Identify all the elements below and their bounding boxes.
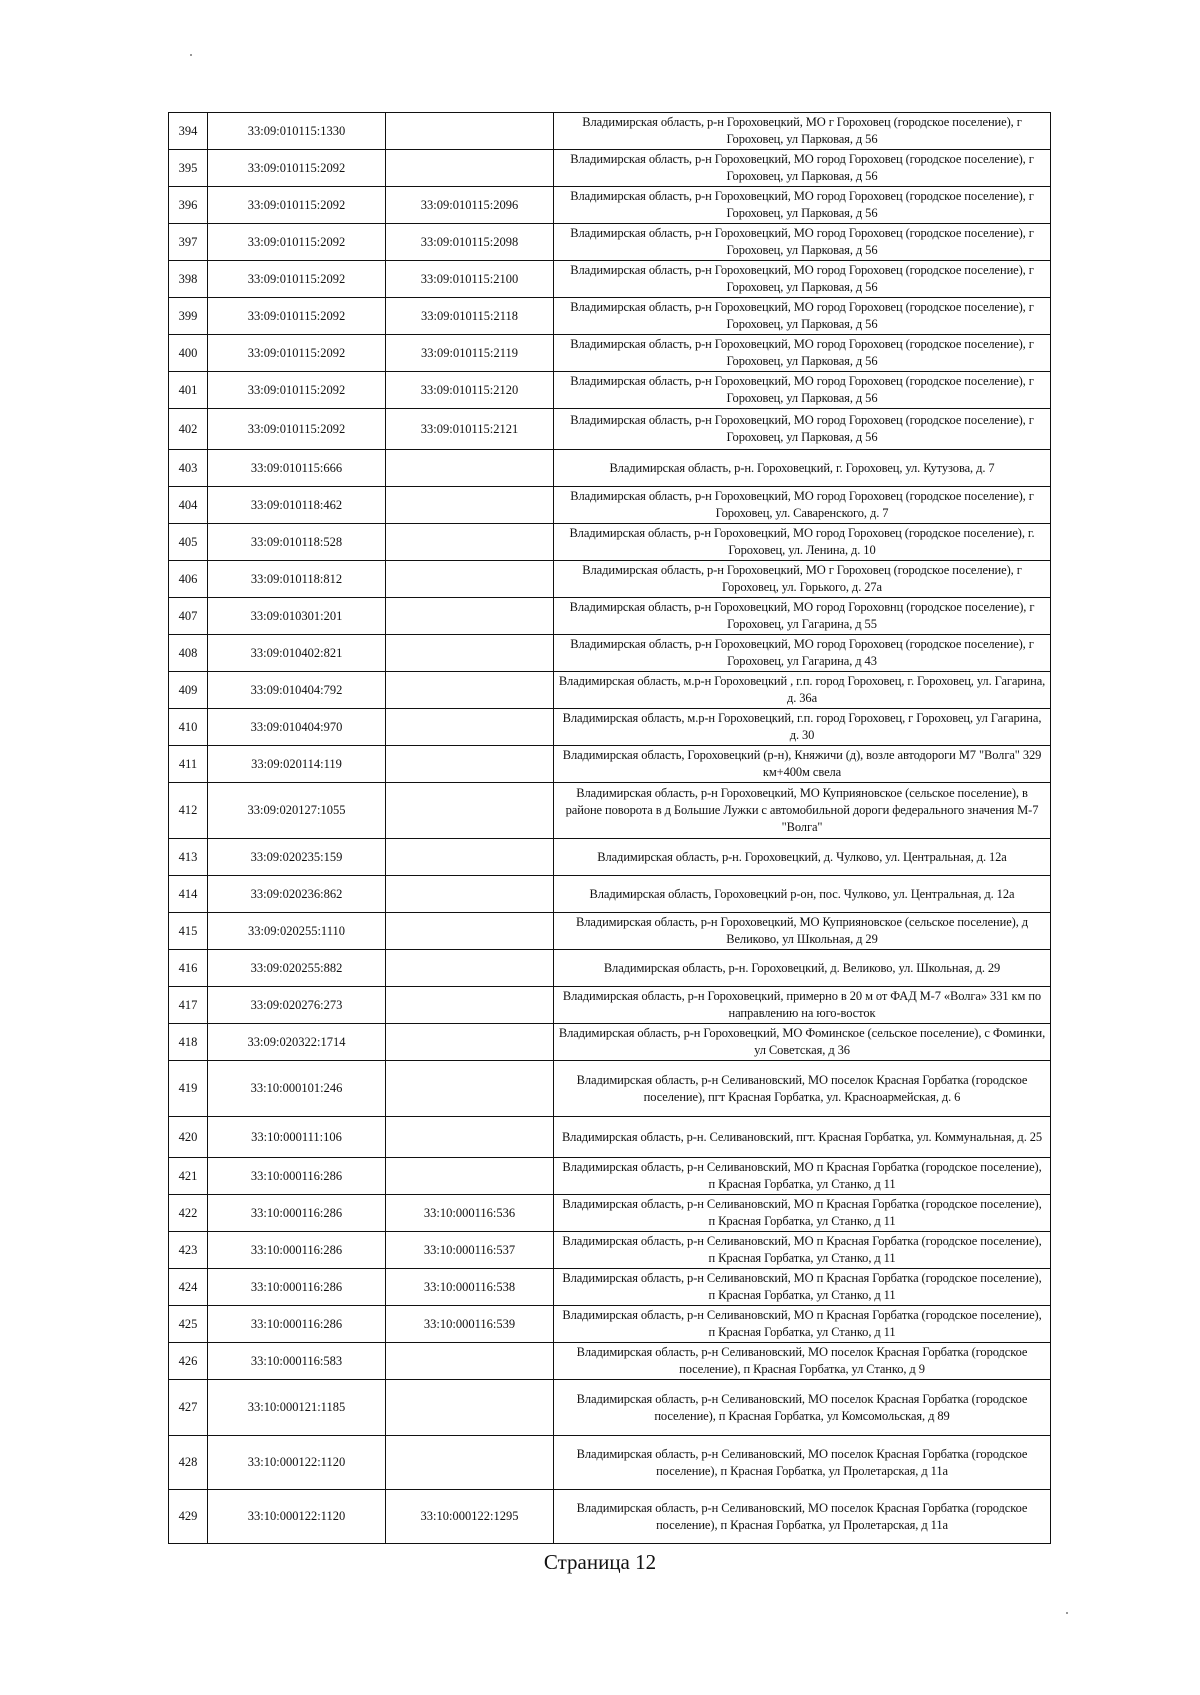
table-row bbox=[169, 150, 1051, 187]
row-number-cell: 416 bbox=[169, 950, 208, 987]
address-cell: Владимирская область, р-н Гороховецкий, МО город Гороховец (городское поселение), г Гороховец, ул Парковая, д 56 bbox=[554, 335, 1051, 372]
sub-cadastral-number-cell bbox=[386, 561, 554, 598]
table-body bbox=[169, 113, 1051, 1544]
row-number-cell: 397 bbox=[169, 224, 208, 261]
address-cell: Владимирская область, р-н. Гороховецкий, г. Гороховец, ул. Кутузова, д. 7 bbox=[554, 450, 1051, 487]
cadastral-number-cell: 33:09:010115:2092 bbox=[208, 335, 386, 372]
address-cell: Владимирская область, р-н Гороховецкий, МО Фоминское (сельское поселение), с Фоминки, ул Советская, д 36 bbox=[554, 1024, 1051, 1061]
sub-cadastral-number-cell bbox=[386, 1117, 554, 1158]
row-number-cell: 425 bbox=[169, 1306, 208, 1343]
cadastral-number-cell: 33:10:000122:1120 bbox=[208, 1436, 386, 1490]
sub-cadastral-number-cell bbox=[386, 598, 554, 635]
cadastral-number-cell: 33:09:020114:119 bbox=[208, 746, 386, 783]
address-cell: Владимирская область, р-н Гороховецкий, МО Куприяновское (сельское поселение), в районе поворота в д Большие Лужки с автомобильной дороги федерального значения М-7 "Волга" bbox=[554, 783, 1051, 839]
row-number-cell: 405 bbox=[169, 524, 208, 561]
table-row bbox=[169, 450, 1051, 487]
address-cell: Владимирская область, р-н. Селивановский, пгт. Красная Горбатка, ул. Коммунальная, д. 25 bbox=[554, 1117, 1051, 1158]
address-cell: Владимирская область, р-н Гороховецкий, МО город Гороховец (городское поселение), г Гороховец, ул Парковая, д 56 bbox=[554, 372, 1051, 409]
sub-cadastral-number-cell bbox=[386, 987, 554, 1024]
row-number-cell: 422 bbox=[169, 1195, 208, 1232]
address-cell: Владимирская область, р-н Селивановский, МО поселок Красная Горбатка (городское поселение), п Красная Горбатка, ул Пролетарская, д 11а bbox=[554, 1490, 1051, 1544]
cadastral-number-cell: 33:09:010115:1330 bbox=[208, 113, 386, 150]
address-cell: Владимирская область, р-н Селивановский, МО п Красная Горбатка (городское поселение), п Красная Горбатка, ул Станко, д 11 bbox=[554, 1195, 1051, 1232]
table-row bbox=[169, 1380, 1051, 1436]
cadastral-number-cell: 33:10:000116:583 bbox=[208, 1343, 386, 1380]
address-cell: Владимирская область, р-н Гороховецкий, МО город Гороховец (городское поселение), г Гороховец, ул Парковая, д 56 bbox=[554, 261, 1051, 298]
sub-cadastral-number-cell bbox=[386, 1436, 554, 1490]
cadastral-number-cell: 33:09:010115:2092 bbox=[208, 298, 386, 335]
row-number-cell: 420 bbox=[169, 1117, 208, 1158]
sub-cadastral-number-cell bbox=[386, 913, 554, 950]
address-cell: Владимирская область, р-н. Гороховецкий, д. Чулково, ул. Центральная, д. 12а bbox=[554, 839, 1051, 876]
cadastral-number-cell: 33:10:000122:1120 bbox=[208, 1490, 386, 1544]
cadastral-number-cell: 33:09:010115:2092 bbox=[208, 409, 386, 450]
address-cell: Владимирская область, р-н Селивановский, МО п Красная Горбатка (городское поселение), п Красная Горбатка, ул Станко, д 11 bbox=[554, 1269, 1051, 1306]
row-number-cell: 394 bbox=[169, 113, 208, 150]
sub-cadastral-number-cell: 33:09:010115:2121 bbox=[386, 409, 554, 450]
address-cell: Владимирская область, р-н Гороховецкий, МО город Гороховец (городское поселение), г Гороховец, ул Парковая, д 56 bbox=[554, 150, 1051, 187]
table-row bbox=[169, 561, 1051, 598]
address-cell: Владимирская область, р-н Селивановский, МО поселок Красная Горбатка (городское поселение), п Красная Горбатка, ул Станко, д 9 bbox=[554, 1343, 1051, 1380]
sub-cadastral-number-cell: 33:09:010115:2119 bbox=[386, 335, 554, 372]
sub-cadastral-number-cell bbox=[386, 524, 554, 561]
cadastral-number-cell: 33:10:000116:286 bbox=[208, 1158, 386, 1195]
sub-cadastral-number-cell bbox=[386, 1343, 554, 1380]
row-number-cell: 418 bbox=[169, 1024, 208, 1061]
table-row bbox=[169, 524, 1051, 561]
sub-cadastral-number-cell: 33:10:000116:536 bbox=[386, 1195, 554, 1232]
row-number-cell: 414 bbox=[169, 876, 208, 913]
cadastral-number-cell: 33:09:010115:2092 bbox=[208, 261, 386, 298]
address-cell: Владимирская область, р-н Гороховецкий, МО город Гороховец (городское поселение), г Гороховец, ул Парковая, д 56 bbox=[554, 187, 1051, 224]
table-row bbox=[169, 913, 1051, 950]
row-number-cell: 408 bbox=[169, 635, 208, 672]
row-number-cell: 409 bbox=[169, 672, 208, 709]
sub-cadastral-number-cell bbox=[386, 487, 554, 524]
table-row bbox=[169, 261, 1051, 298]
row-number-cell: 428 bbox=[169, 1436, 208, 1490]
table-row bbox=[169, 298, 1051, 335]
cadastral-number-cell: 33:09:020255:1110 bbox=[208, 913, 386, 950]
table-row bbox=[169, 409, 1051, 450]
table-row bbox=[169, 598, 1051, 635]
address-cell: Владимирская область, р-н. Гороховецкий, д. Великово, ул. Школьная, д. 29 bbox=[554, 950, 1051, 987]
table-row bbox=[169, 372, 1051, 409]
cadastral-number-cell: 33:09:010115:2092 bbox=[208, 224, 386, 261]
cadastral-number-cell: 33:09:010115:2092 bbox=[208, 187, 386, 224]
cadastral-number-cell: 33:10:000116:286 bbox=[208, 1195, 386, 1232]
address-cell: Владимирская область, р-н Гороховецкий, МО город Гороховец (городское поселение), г. Гороховец, ул. Ленина, д. 10 bbox=[554, 524, 1051, 561]
table-row bbox=[169, 709, 1051, 746]
row-number-cell: 417 bbox=[169, 987, 208, 1024]
row-number-cell: 415 bbox=[169, 913, 208, 950]
sub-cadastral-number-cell bbox=[386, 876, 554, 913]
row-number-cell: 412 bbox=[169, 783, 208, 839]
table-row bbox=[169, 635, 1051, 672]
table-row bbox=[169, 1117, 1051, 1158]
row-number-cell: 403 bbox=[169, 450, 208, 487]
address-cell: Владимирская область, р-н Гороховецкий, МО город Гороховец (городское поселение), г Гороховец, ул Парковая, д 56 bbox=[554, 224, 1051, 261]
sub-cadastral-number-cell bbox=[386, 113, 554, 150]
cadastral-number-cell: 33:09:010115:666 bbox=[208, 450, 386, 487]
sub-cadastral-number-cell bbox=[386, 1380, 554, 1436]
sub-cadastral-number-cell: 33:09:010115:2120 bbox=[386, 372, 554, 409]
sub-cadastral-number-cell bbox=[386, 746, 554, 783]
address-cell: Владимирская область, р-н Гороховецкий, МО Куприяновское (сельское поселение), д Великово, ул Школьная, д 29 bbox=[554, 913, 1051, 950]
row-number-cell: 407 bbox=[169, 598, 208, 635]
sub-cadastral-number-cell: 33:09:010115:2096 bbox=[386, 187, 554, 224]
cadastral-number-cell: 33:09:010118:812 bbox=[208, 561, 386, 598]
table-row bbox=[169, 950, 1051, 987]
sub-cadastral-number-cell: 33:10:000116:538 bbox=[386, 1269, 554, 1306]
sub-cadastral-number-cell: 33:10:000116:537 bbox=[386, 1232, 554, 1269]
sub-cadastral-number-cell: 33:09:010115:2118 bbox=[386, 298, 554, 335]
sub-cadastral-number-cell: 33:09:010115:2098 bbox=[386, 224, 554, 261]
address-cell: Владимирская область, р-н Селивановский, МО п Красная Горбатка (городское поселение), п Красная Горбатка, ул Станко, д 11 bbox=[554, 1158, 1051, 1195]
sub-cadastral-number-cell: 33:10:000122:1295 bbox=[386, 1490, 554, 1544]
cadastral-number-cell: 33:09:020235:159 bbox=[208, 839, 386, 876]
row-number-cell: 400 bbox=[169, 335, 208, 372]
sub-cadastral-number-cell: 33:09:010115:2100 bbox=[386, 261, 554, 298]
row-number-cell: 395 bbox=[169, 150, 208, 187]
sub-cadastral-number-cell bbox=[386, 1158, 554, 1195]
cadastral-number-cell: 33:09:020322:1714 bbox=[208, 1024, 386, 1061]
row-number-cell: 421 bbox=[169, 1158, 208, 1195]
table-row bbox=[169, 1343, 1051, 1380]
row-number-cell: 410 bbox=[169, 709, 208, 746]
address-cell: Владимирская область, р-н Гороховецкий, МО город Гороховец (городское поселение), г Гороховец, ул Парковая, д 56 bbox=[554, 298, 1051, 335]
row-number-cell: 398 bbox=[169, 261, 208, 298]
scan-speck bbox=[1066, 1612, 1068, 1614]
table-row bbox=[169, 987, 1051, 1024]
table-row bbox=[169, 839, 1051, 876]
row-number-cell: 424 bbox=[169, 1269, 208, 1306]
cadastral-number-cell: 33:09:010115:2092 bbox=[208, 150, 386, 187]
table-row bbox=[169, 187, 1051, 224]
address-cell: Владимирская область, Гороховецкий р-он, пос. Чулково, ул. Центральная, д. 12а bbox=[554, 876, 1051, 913]
table-row bbox=[169, 783, 1051, 839]
sub-cadastral-number-cell bbox=[386, 709, 554, 746]
table-row bbox=[169, 1061, 1051, 1117]
table-row bbox=[169, 224, 1051, 261]
cadastral-number-cell: 33:09:010115:2092 bbox=[208, 372, 386, 409]
address-cell: Владимирская область, р-н Гороховецкий, МО город Гороховец (городское поселение), г Гороховец, ул Гагарина, д 43 bbox=[554, 635, 1051, 672]
row-number-cell: 404 bbox=[169, 487, 208, 524]
cadastral-number-cell: 33:09:010402:821 bbox=[208, 635, 386, 672]
sub-cadastral-number-cell bbox=[386, 1061, 554, 1117]
row-number-cell: 419 bbox=[169, 1061, 208, 1117]
row-number-cell: 413 bbox=[169, 839, 208, 876]
row-number-cell: 427 bbox=[169, 1380, 208, 1436]
table-row bbox=[169, 1269, 1051, 1306]
row-number-cell: 399 bbox=[169, 298, 208, 335]
row-number-cell: 411 bbox=[169, 746, 208, 783]
row-number-cell: 426 bbox=[169, 1343, 208, 1380]
table-row bbox=[169, 1490, 1051, 1544]
sub-cadastral-number-cell bbox=[386, 950, 554, 987]
address-cell: Владимирская область, р-н Гороховецкий, МО город Гороховнц (городское поселение), г Гороховец, ул Гагарина, д 55 bbox=[554, 598, 1051, 635]
row-number-cell: 396 bbox=[169, 187, 208, 224]
row-number-cell: 429 bbox=[169, 1490, 208, 1544]
table-row bbox=[169, 746, 1051, 783]
page-footer: Страница 12 bbox=[543, 1550, 657, 1574]
address-cell: Владимирская область, р-н Гороховецкий, МО г Гороховец (городское поселение), г Гороховец, ул Парковая, д 56 bbox=[554, 113, 1051, 150]
sub-cadastral-number-cell bbox=[386, 150, 554, 187]
cadastral-number-cell: 33:09:020276:273 bbox=[208, 987, 386, 1024]
cadastral-number-cell: 33:10:000116:286 bbox=[208, 1306, 386, 1343]
cadastral-number-cell: 33:09:020127:1055 bbox=[208, 783, 386, 839]
cadastral-table bbox=[168, 112, 1051, 1544]
address-cell: Владимирская область, Гороховецкий (р-н), Княжичи (д), возле автодороги М7 "Волга" 329 км+400м свела bbox=[554, 746, 1051, 783]
table-row bbox=[169, 1195, 1051, 1232]
cadastral-number-cell: 33:10:000111:106 bbox=[208, 1117, 386, 1158]
cadastral-number-cell: 33:09:010301:201 bbox=[208, 598, 386, 635]
cadastral-number-cell: 33:10:000116:286 bbox=[208, 1232, 386, 1269]
sub-cadastral-number-cell bbox=[386, 672, 554, 709]
cadastral-number-cell: 33:09:010118:462 bbox=[208, 487, 386, 524]
table-row bbox=[169, 1306, 1051, 1343]
address-cell: Владимирская область, р-н Селивановский, МО поселок Красная Горбатка (городское поселение), п Красная Горбатка, ул Пролетарская, д 11а bbox=[554, 1436, 1051, 1490]
table-row bbox=[169, 487, 1051, 524]
sub-cadastral-number-cell: 33:10:000116:539 bbox=[386, 1306, 554, 1343]
table-row bbox=[169, 672, 1051, 709]
table-row bbox=[169, 113, 1051, 150]
sub-cadastral-number-cell bbox=[386, 450, 554, 487]
address-cell: Владимирская область, р-н Селивановский, МО п Красная Горбатка (городское поселение), п Красная Горбатка, ул Станко, д 11 bbox=[554, 1306, 1051, 1343]
address-cell: Владимирская область, р-н Гороховецкий, МО город Гороховец (городское поселение), г Гороховец, ул. Саваренского, д. 7 bbox=[554, 487, 1051, 524]
cadastral-number-cell: 33:09:010404:970 bbox=[208, 709, 386, 746]
address-cell: Владимирская область, р-н Селивановский, МО поселок Красная Горбатка (городское поселение), п Красная Горбатка, ул Комсомольская, д 89 bbox=[554, 1380, 1051, 1436]
cadastral-number-cell: 33:10:000116:286 bbox=[208, 1269, 386, 1306]
sub-cadastral-number-cell bbox=[386, 839, 554, 876]
row-number-cell: 406 bbox=[169, 561, 208, 598]
scan-speck bbox=[190, 54, 192, 56]
address-cell: Владимирская область, р-н Гороховецкий, МО город Гороховец (городское поселение), г Гороховец, ул Парковая, д 56 bbox=[554, 409, 1051, 450]
sub-cadastral-number-cell bbox=[386, 1024, 554, 1061]
table-row bbox=[169, 1024, 1051, 1061]
sub-cadastral-number-cell bbox=[386, 635, 554, 672]
row-number-cell: 423 bbox=[169, 1232, 208, 1269]
address-cell: Владимирская область, м.р-н Гороховецкий , г.п. город Гороховец, г. Гороховец, ул. Гагарина, д. 36а bbox=[554, 672, 1051, 709]
address-cell: Владимирская область, р-н Селивановский, МО п Красная Горбатка (городское поселение), п Красная Горбатка, ул Станко, д 11 bbox=[554, 1232, 1051, 1269]
table-row bbox=[169, 335, 1051, 372]
row-number-cell: 402 bbox=[169, 409, 208, 450]
cadastral-number-cell: 33:10:000101:246 bbox=[208, 1061, 386, 1117]
address-cell: Владимирская область, р-н Гороховецкий, примерно в 20 м от ФАД М-7 «Волга» 331 км по направлению на юго-восток bbox=[554, 987, 1051, 1024]
row-number-cell: 401 bbox=[169, 372, 208, 409]
cadastral-number-cell: 33:10:000121:1185 bbox=[208, 1380, 386, 1436]
table-row bbox=[169, 1158, 1051, 1195]
table-row bbox=[169, 1436, 1051, 1490]
cadastral-number-cell: 33:09:010404:792 bbox=[208, 672, 386, 709]
cadastral-number-cell: 33:09:020255:882 bbox=[208, 950, 386, 987]
cadastral-number-cell: 33:09:020236:862 bbox=[208, 876, 386, 913]
table-row bbox=[169, 876, 1051, 913]
address-cell: Владимирская область, м.р-н Гороховецкий, г.п. город Гороховец, г Гороховец, ул Гагарина, д. 30 bbox=[554, 709, 1051, 746]
sub-cadastral-number-cell bbox=[386, 783, 554, 839]
table-row bbox=[169, 1232, 1051, 1269]
cadastral-number-cell: 33:09:010118:528 bbox=[208, 524, 386, 561]
address-cell: Владимирская область, р-н Гороховецкий, МО г Гороховец (городское поселение), г Гороховец, ул. Горького, д. 27а bbox=[554, 561, 1051, 598]
address-cell: Владимирская область, р-н Селивановский, МО поселок Красная Горбатка (городское поселение), пгт Красная Горбатка, ул. Красноармейская, д. 6 bbox=[554, 1061, 1051, 1117]
